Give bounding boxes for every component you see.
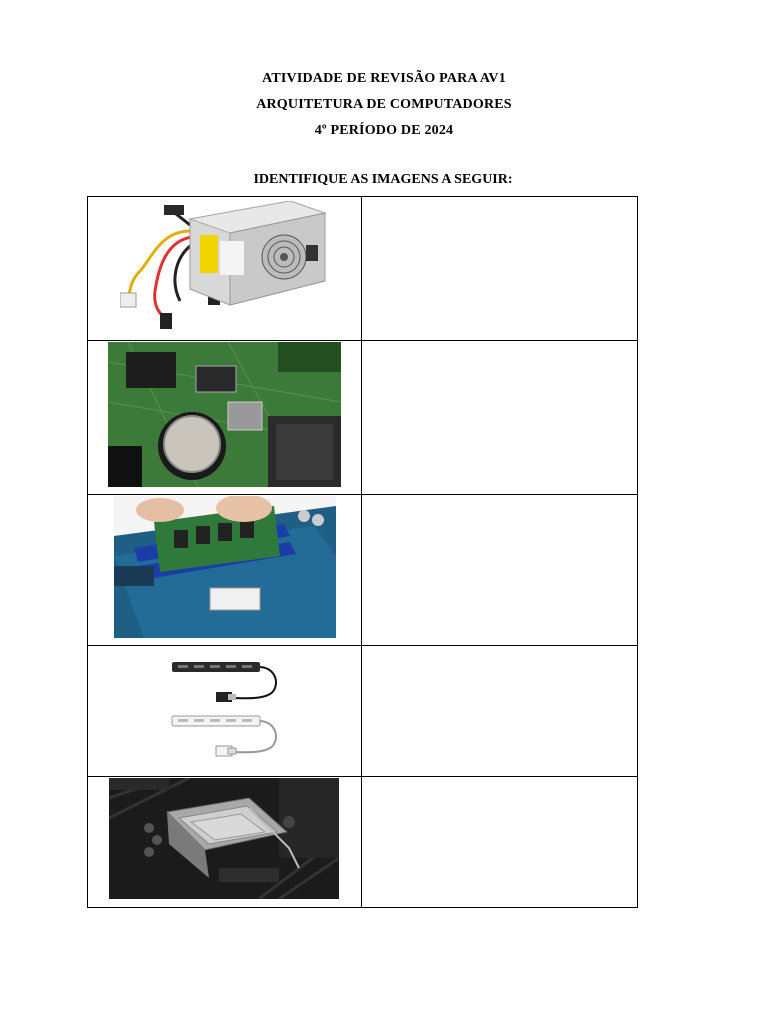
motherboard-battery-image [108,342,341,487]
image-cell [88,495,362,646]
cpu-socket-image [109,778,339,899]
identification-table [87,196,638,908]
power-supply-image [120,201,330,335]
usb-hub-image [170,658,282,766]
answer-cell[interactable] [361,646,638,777]
title-line-3: 4º PERÍODO DE 2024 [314,123,454,138]
table-row [88,495,638,646]
title-line-2: ARQUITETURA DE COMPUTADORES [256,97,512,112]
answer-cell[interactable] [361,777,638,908]
answer-cell[interactable] [361,495,638,646]
instruction-heading: IDENTIFIQUE AS IMAGENS A SEGUIR: [253,172,513,187]
answer-cell[interactable] [361,197,638,341]
image-cell [88,341,362,495]
table-row [88,341,638,495]
answer-cell[interactable] [361,341,638,495]
image-cell [88,777,362,908]
table-row [88,197,638,341]
image-cell [88,197,362,341]
table-row [88,646,638,777]
table-row [88,777,638,908]
title-line-1: ATIVIDADE DE REVISÃO PARA AV1 [262,71,506,86]
image-cell [88,646,362,777]
ram-module-image [114,496,336,638]
document-header [0,66,768,144]
